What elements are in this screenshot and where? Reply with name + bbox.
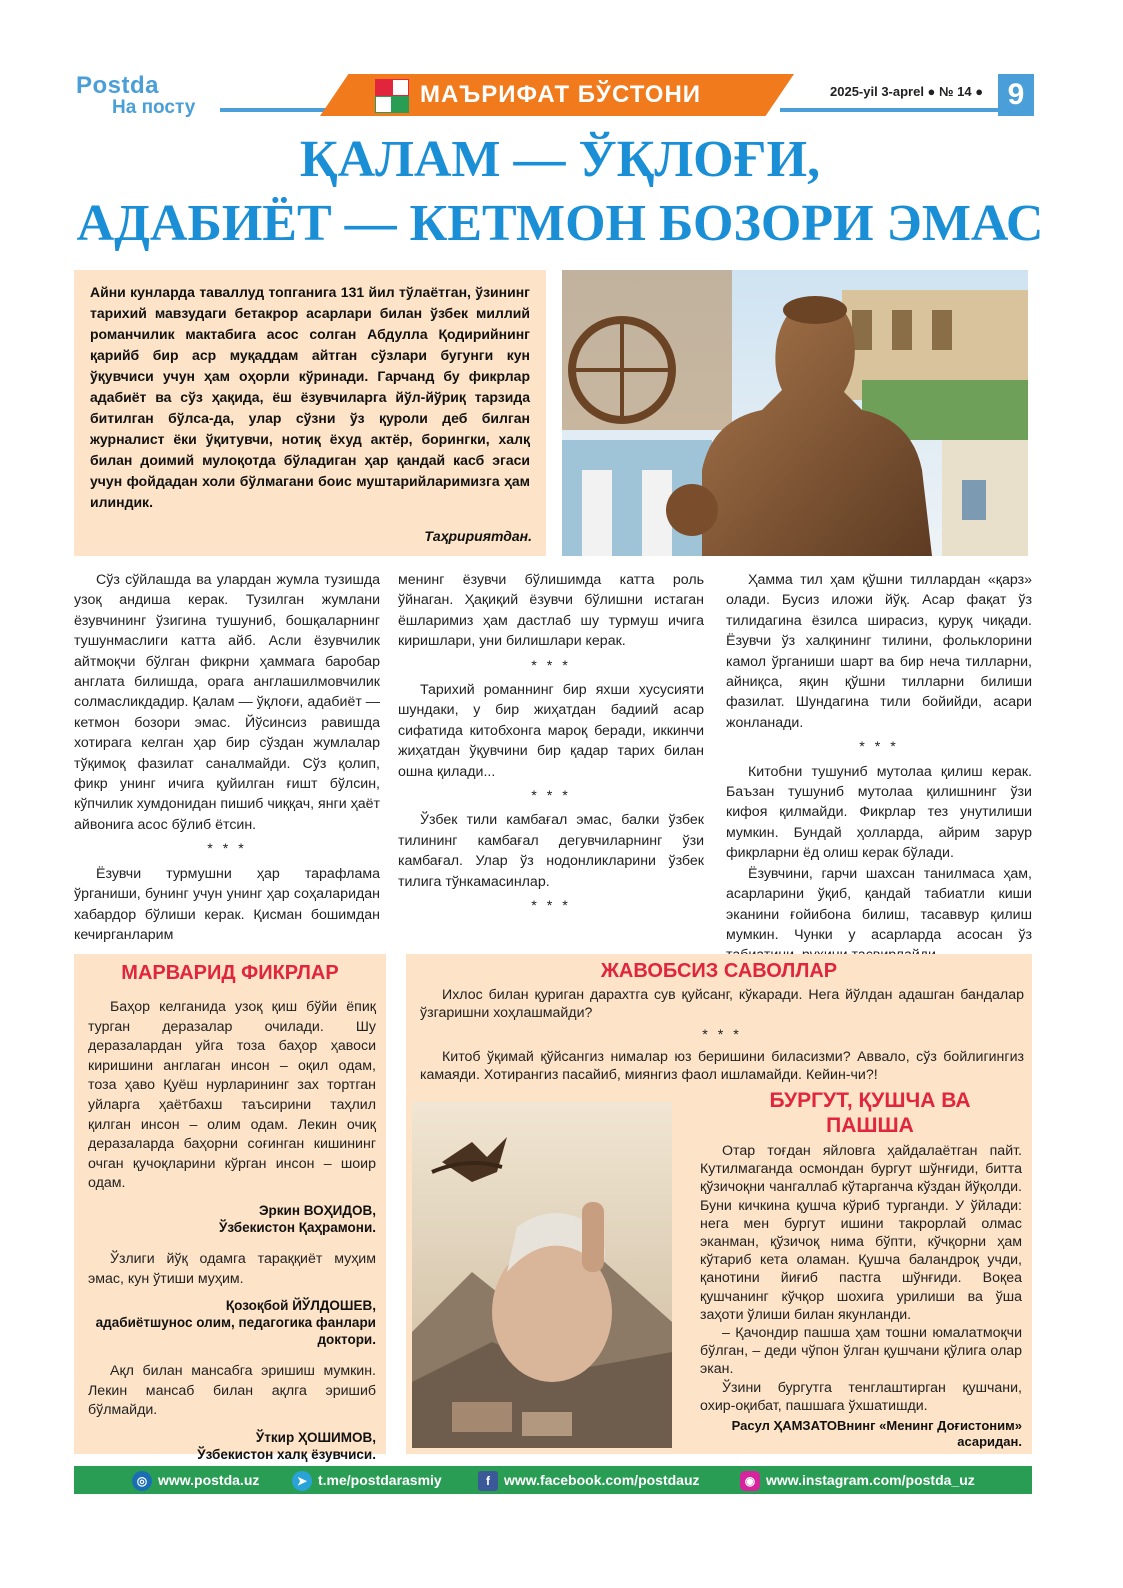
section-squares-icon: [375, 79, 409, 113]
story-text: [700, 1142, 1022, 1415]
quote-signature: [88, 1297, 376, 1348]
qodiriy-statue-photo: [562, 270, 1028, 556]
story-source: [690, 1418, 1022, 1450]
footer-facebook[interactable]: [478, 1466, 700, 1494]
footer-instagram[interactable]: [740, 1466, 975, 1494]
signature-name: Эркин ВОҲИДОВ,: [258, 1202, 376, 1218]
javobsiz-title: ЖАВОБСИЗ САВОЛЛАР: [600, 960, 838, 982]
paragraph: Сўз сўйлашда ва улардан жумла тузишда узоқ андиша керак. Тузилган жумлани ёзувчининг ўзигина тушуниб, бошқаларнинг тушунмаслиги катта айб. Асли ёзувчилик айтмоқчи бўлган фикрни ҳаммага баробар англата билишда, орага англашилмовчилик солмасликдадир. Қалам — ўқлоғи, адабиёт — кетмон бозори эмас. Йўсинсиз равишда хотирага келган ҳар бир сўздан жумлалар тўқимоқ фазилат саналмайди. Сўз қолип, фикр унинг ичига қуйилган ғишт бўлсин, кўпчилик хумдонидан пишиб чиққач, янги ҳаёт айвонига асос бўлиб ётсин.: [74, 572, 380, 833]
question-paragraph: Китоб ўқимай қўйсангиз нималар юз беришини биласизми? Аввало, сўз бойлигингиз камаяди. Хотирангиз пасайиб, миянгиз фаол ишламайди. Кейин-чи?!: [420, 1049, 1024, 1083]
separator-stars: * * *: [531, 657, 571, 674]
story-source-line2: асаридан.: [957, 1434, 1022, 1449]
signature-title: Ўзбекистон Қаҳрамони.: [218, 1219, 376, 1235]
quote-signature: [88, 1202, 376, 1236]
paragraph: Ўзбек тили камбағал эмас, балки ўзбек тилининг камбағал дегувчиларнинг ўзи камбағал. Улар ўз нодонликларини ўзбек тилига тўнкамасинлар.: [398, 812, 704, 890]
footer-website-label: www.postda.uz: [158, 1472, 260, 1488]
footer-telegram[interactable]: [292, 1466, 442, 1494]
article-column-3: [726, 570, 1032, 966]
headline: [60, 128, 1060, 256]
article-column-1: [74, 570, 380, 945]
headline-line1: ҚАЛАМ — ЎҚЛОҒИ,: [299, 131, 821, 188]
instagram-icon: ◉: [740, 1471, 760, 1491]
paragraph: Китобни тушуниб мутолаа қилиш керак. Баъзан тушуниб мутолаа қилишнинг ўзи кифоя қилмайди. Фикрлар тез унутилиши мумкин. Бундай ҳолларда, айрим зарур фикрларни ёд олиш керак бўлади.: [726, 763, 1032, 862]
javobsiz-text: [420, 986, 1024, 1084]
separator-stars: * * *: [531, 898, 571, 915]
footer-website[interactable]: [132, 1466, 259, 1494]
intro-signature: Таҳририятдан.: [424, 528, 532, 544]
statue-collage-image: [562, 270, 1028, 556]
footer-instagram-label: www.instagram.com/postda_uz: [766, 1472, 975, 1488]
story-paragraph: Отар тоғдан яйловга ҳайдалаётган пайт. Кутилмаганда осмондан бургут шўнғиди, битта қўзичоқни чангаллаб кўтарганча кўздан йўқолди. Буни кичкина қушча кўриб турганди. У ўйлади: нега мен бургут ишини такрорлай олмас эканман, қўзичоқ нима бўпти, кўчқорни ҳам кўтариб кета оламан. Қушча баландроқ учди, қанотини йиғиб пастга шўнғиди. Воқеа қушчанинг кўчқор шохига урилиши ва ўша заҳоти ўлиши билан якунланди.: [700, 1143, 1022, 1323]
signature-name: Қозоқбой ЙЎЛДОШЕВ,: [225, 1298, 376, 1314]
eagle-mountain-image: [412, 1102, 672, 1448]
paragraph: менинг ёзувчи бўлишимда катта роль ўйнаган. Ҳақиқий ёзувчи бўлишни истаган ёшларимиз ҳам дастлаб шу турмуш ичига киришлари, уни билишлари керак.: [398, 572, 704, 650]
footer-facebook-label: www.facebook.com/postdauz: [504, 1472, 700, 1488]
signature-title: адабиётшунос олим, педагогика фанлари доктори.: [95, 1315, 376, 1348]
postda-logo: [76, 74, 206, 120]
signature-name: Ўткир ҲОШИМОВ,: [255, 1429, 376, 1445]
header-rule-left: [220, 108, 330, 112]
paragraph: Ёзувчини, гарчи шахсан танилмаса ҳам, асарларини ўқиб, қандай табиатли киши эканини ғойибона билиш, тасаввур қилиш мумкин. Чунки у асарларда асосан ўз: [726, 865, 1032, 943]
header-rule-right: [780, 108, 1000, 112]
facebook-icon: f: [478, 1471, 498, 1491]
logo-line2: На посту: [112, 97, 196, 118]
story-source-line1: Расул ҲАМЗАТОВнинг «Менинг Доғистоним»: [731, 1418, 1022, 1433]
intro-text: Айни кунларда таваллуд топганига 131 йил тўлаётган, ўзининг тарихий мавзудаги бетакрор асарлари билан ўзбек миллий романчилик мактабига асос солган Абдулла Қодирийнинг қарийб бир аср муқаддам айтган сўзлари бугунги кун ўқувчиси учун ҳам оҳорли кўринади. Гарчанд бу фикрлар адабиёт ва сўз ҳақида, ёш ёзувчиларга йўл-йўриқ тарзида битилган бўлса-да, улар сўзни ўз қуроли деб билган журналист ёки ўқитувчи, нотиқ ёхуд актёр, борингки, халқ билан доимий мулоқотда бўладиган ҳар қандай касб эгаси учун фойдадан холи бўлмагани боис муштарийларимизга ҳам илиндик.: [90, 284, 530, 510]
story-title-line2: ПАШША: [826, 1114, 914, 1137]
headline-line2: АДАБИЁТ — КЕТМОН БОЗОРИ ЭМАС: [76, 195, 1044, 252]
quote-text: Баҳор келганида узоқ қиш бўйи ёпиқ турган деразалар очилади. Шу деразалардан уйга тоза баҳор ҳавоси киришини англаган инсон – оқил одам, тоза ҳаво Қуёш нурларининг зах тортган уйларга ҳаётбахш таъсирини таҳлил қилган инсон – олим одам. Лекин очиқ деразаларда баҳорни соғинган кишининг очган қучоқларини кўрган инсон – шоир одам.: [88, 999, 376, 1192]
page-number: 9: [998, 74, 1034, 116]
quote-text: Ақл билан мансабга эришиш мумкин. Лекин мансаб билан ақлга эришиб бўлмайди.: [88, 1363, 376, 1419]
footer-telegram-label: t.me/postdarasmiy: [318, 1472, 442, 1488]
telegram-icon: ➤: [292, 1471, 312, 1491]
signature-title: Ўзбекистон халқ ёзувчиси.: [197, 1446, 376, 1462]
separator-stars: * * *: [531, 788, 571, 805]
globe-icon: ◎: [132, 1471, 152, 1491]
quote-text: Ўзлиги йўқ одамга тараққиёт муҳим эмас, кун ўтиши муҳим.: [88, 1250, 376, 1287]
separator-stars: * * *: [207, 841, 247, 858]
marvarid-text: [88, 998, 376, 1477]
paragraph: Ёзувчи турмушни ҳар тарафлама ўрганиши, бунинг учун унинг ҳар соҳаларидан хабардор бўлиши керак. Қисман бошимдан кечирганларим: [74, 865, 380, 943]
separator-stars: * * *: [859, 739, 899, 756]
paragraph: Ҳамма тил ҳам қўшни тиллардан «қарз» олади. Бусиз иложи йўқ. Асар фақат ўз тилидагина ёзилса ширасиз, қуруқ чиқади. Ёзувчи ўз халқининг тилини, фольклорини камол ўрганиши шарт ва бир неча тилларни, айниқса, яқин қўшни тилларни билиши фазилат. Шундагина тили бойийди, асари жонланади.: [726, 572, 1032, 731]
quote-signature: [88, 1429, 376, 1463]
logo-line1: Postda: [76, 72, 160, 99]
separator-stars: * * *: [702, 1027, 742, 1043]
section-title: МАЪРИФАТ БЎСТОНИ: [420, 81, 702, 108]
article-column-2: [398, 570, 704, 921]
eagle-portrait-illustration: [412, 1102, 672, 1448]
story-paragraph: – Қачондир пашша ҳам тошни юмалатмоқчи бўлган, – деди чўпон ўлган қушчани қўлига олар экан.: [700, 1325, 1022, 1378]
story-paragraph: Ўзини бургутга тенглаштирган қушчани, охир-оқибат, пашшага ўхшатишди.: [700, 1379, 1022, 1414]
marvarid-title: МАРВАРИД ФИКРЛАР: [121, 962, 339, 984]
story-title: [720, 1088, 1020, 1138]
paragraph: Тарихий романнинг бир яхши хусусияти шундаки, у бир жиҳатдан бадиий асар сифатида китобхонга мароқ беради, иккинчи жиҳатдан ўқувчини бир қадар тарих билан ошна қилади...: [398, 682, 704, 780]
question-paragraph: Ихлос билан қуриган дарахтга сув қуйсанг, кўкаради. Нега йўлдан адашган бандалар ўзгаришни хоҳлашмайди?: [420, 987, 1024, 1021]
story-title-line1: БУРГУТ, ҚУШЧА ВА: [769, 1089, 971, 1112]
issue-date: 2025-yil 3-aprel ● № 14 ●: [830, 84, 984, 99]
